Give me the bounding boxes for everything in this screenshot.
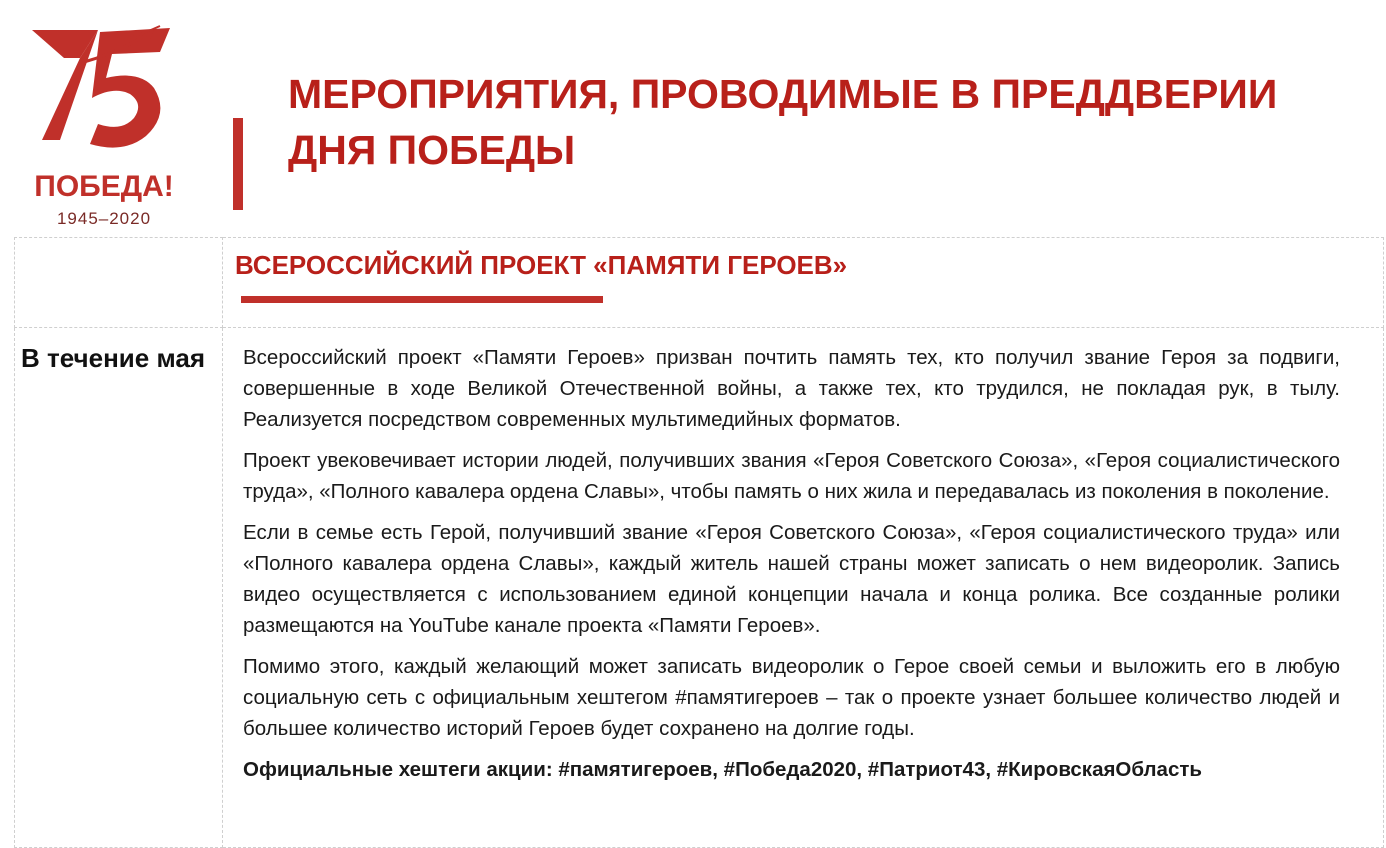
official-hashtags: Официальные хештеги акции: #памятигероев, #Победа2020, #Патриот43, #КировскаяОбласть bbox=[243, 758, 1202, 781]
event-date: В течение мая bbox=[21, 343, 205, 373]
description-paragraph-1: Всероссийский проект «Памяти Героев» призван почтить память тех, кто получил звание Героя за подвиги, совершенные в ходе Великой Отечественной войны, а также тех, кто трудился, не покладая рук, в тылу. Реализуется посредством современных мультимедийных форматов. bbox=[243, 346, 1340, 431]
header-divider-bar bbox=[233, 118, 243, 210]
table-header-row bbox=[15, 238, 1384, 328]
logo-75-graphic bbox=[20, 22, 185, 172]
table-row bbox=[15, 328, 1384, 848]
description-paragraph-2: Проект увековечивает истории людей, получивших звания «Героя Советского Союза», «Героя социалистического труда», «Полного кавалера ордена Славы», чтобы память о них жила и передавалась из поколения в поколение. bbox=[243, 449, 1340, 503]
page-title-line-2: ДНЯ ПОБЕДЫ bbox=[288, 127, 576, 173]
description-cell bbox=[223, 328, 1384, 848]
events-table bbox=[14, 237, 1384, 848]
victory-75-logo bbox=[20, 22, 185, 228]
section-header-cell bbox=[223, 238, 1384, 328]
page-title-line-1: МЕРОПРИЯТИЯ, ПРОВОДИМЫЕ В ПРЕДДВЕРИИ bbox=[288, 71, 1278, 117]
date-cell bbox=[15, 328, 223, 848]
section-title: ВСЕРОССИЙСКИЙ ПРОЕКТ «ПАМЯТИ ГЕРОЕВ» bbox=[235, 250, 848, 280]
description-paragraph-4: Помимо этого, каждый желающий может записать видеоролик о Герое своей семьи и выложить его в любую социальную сеть с официальным хештегом #памятигероев – так о проекте узнает большее количество людей и большее количество историй Героев будет сохранено на долгие годы. bbox=[243, 655, 1340, 740]
description-paragraph-3: Если в семье есть Герой, получивший звание «Героя Советского Союза», «Героя социалистического труда» или «Полного кавалера ордена Славы», каждый житель нашей страны может записать о нем видеоролик. Запись видео осуществляется с использованием единой концепции начала и конца ролика. Все созданные ролики размещаются на YouTube канале проекта «Памяти Героев». bbox=[243, 521, 1340, 637]
section-title-underline bbox=[241, 296, 603, 303]
header-empty-cell bbox=[15, 238, 223, 328]
logo-years: 1945–2020 bbox=[56, 209, 152, 228]
page-title bbox=[288, 66, 1348, 178]
logo-word: ПОБЕДА! bbox=[34, 170, 174, 203]
event-description bbox=[223, 328, 1383, 785]
